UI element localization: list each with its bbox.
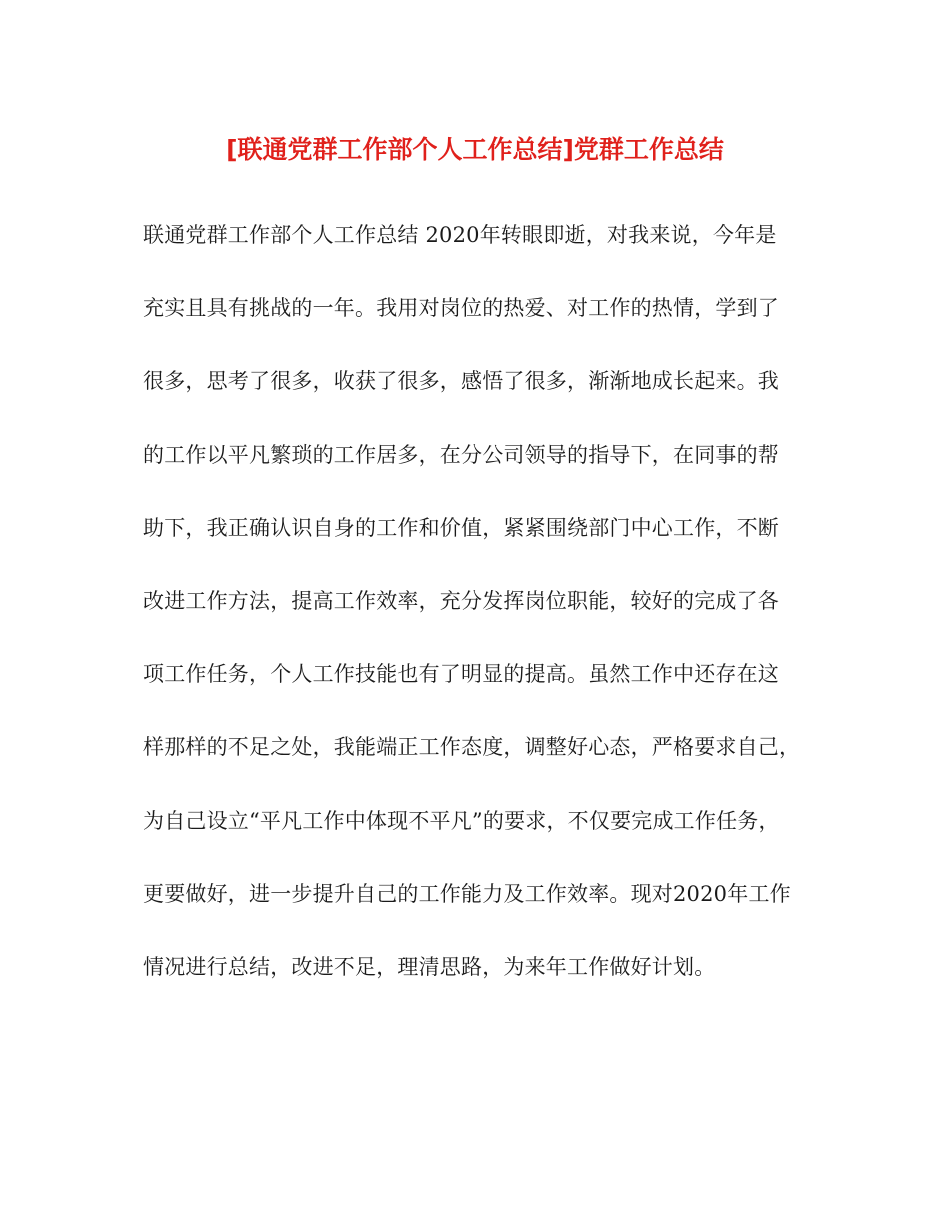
body-line: 项工作任务，个人工作技能也有了明显的提高。虽然工作中还存在这 xyxy=(143,662,779,687)
body-line: 联通党群工作部个人工作总结 2020年转眼即逝，对我来说，今年是 xyxy=(143,223,777,247)
body-line: 为自己设立“平凡工作中体现不平凡”的要求，不仅要完成工作任务， xyxy=(143,808,780,833)
body-line: 很多，思考了很多，收获了很多，感悟了很多，渐渐地成长起来。我 xyxy=(143,369,779,394)
body-line: 样那样的不足之处，我能端正工作态度，调整好心态，严格要求自己， xyxy=(143,735,801,760)
body-line: 更要做好，进一步提升自己的工作能力及工作效率。现对2020年工作 xyxy=(143,881,791,906)
body-line: 情况进行总结，改进不足，理清思路，为来年工作做好计划。 xyxy=(143,954,716,979)
body-line: 的工作以平凡繁琐的工作居多，在分公司领导的指导下，在同事的帮 xyxy=(143,442,779,467)
body-line: 充实且具有挑战的一年。我用对岗位的热爱、对工作的热情，学到了 xyxy=(143,296,779,321)
document-title: [联通党群工作部个人工作总结]党群工作总结 xyxy=(226,135,724,164)
body-line: 改进工作方法，提高工作效率，充分发挥岗位职能，较好的完成了各 xyxy=(143,588,779,613)
document-body xyxy=(143,218,823,1023)
body-line: 助下，我正确认识自身的工作和价值，紧紧围绕部门中心工作，不断 xyxy=(143,515,779,540)
